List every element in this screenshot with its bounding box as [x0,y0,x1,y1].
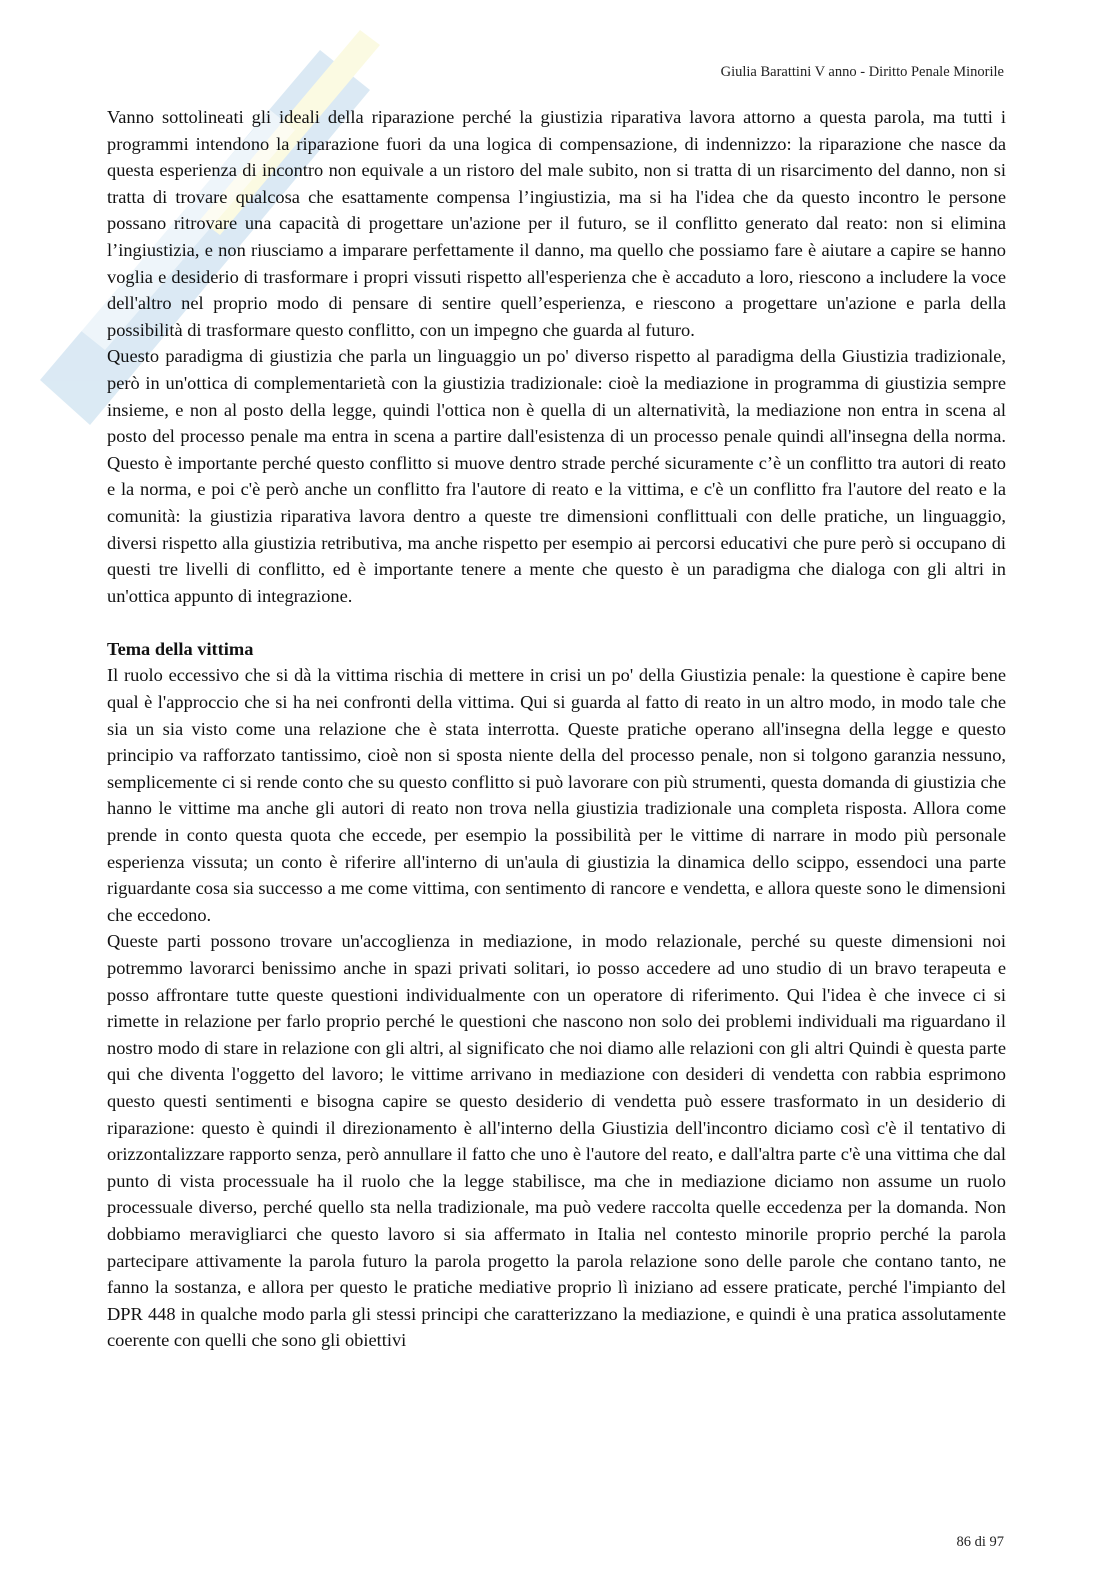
page-number: 86 di 97 [956,1534,1004,1550]
paragraph-spacer [107,609,1006,636]
page-header: Giulia Barattini V anno - Diritto Penale Minorile [720,64,1004,80]
paragraph-accoglienza-mediazione: Queste parti possono trovare un'accoglienza in mediazione, in modo relazionale, perché su queste dimensioni noi potremmo lavorarci benissimo anche in spazi privati solitari, io posso accedere ad uno studio di un bravo terapeuta e posso affrontare tutte queste questioni individualmente con un operatore di riferimento. Qui l'idea è che invece ci si rimette in relazione per farlo proprio perché le questioni che nascono non solo dei problemi individuali ma riguardano il nostro modo di stare in relazione con gli altri, al significato che noi diamo alle relazioni con gli altri Quindi è questa parte qui che diventa l'oggetto del lavoro; le vittime arrivano in mediazione con desideri di vendetta con rabbia esprimono questo questi sentimenti e bisogna capire se questo desiderio di vendetta può essere trasformato in un desiderio di riparazione: questo è quindi il direzionamento è all'interno della Giustizia dell'incontro diciamo così c'è il tentativo di orizzontalizzare rapporto senza, però annullare il fatto che uno è l'autore del reato, e dall'altra parte c'è una vittima che dal punto di vista processuale ha il ruolo che la legge stabilisce, ma che in mediazione diciamo non assume un ruolo processuale diverso, perché quello sta nella tradizionale, ma può vedere raccolta quelle eccedenza per la domanda. Non dobbiamo meravigliarci che questo lavoro si sia affermato in Italia nel contesto minorile proprio perché la parola partecipare attivamente la parola futuro la parola progetto la parola relazione sono delle parole che contano tanto, ne fanno la sostanza, e allora per questo le pratiche mediative proprio lì iniziano ad essere praticate, perché l'impianto del DPR 448 in qualche modo parla gli stessi principi che caratterizzano la mediazione, e quindi è una pratica assolutamente coerente con quelli che sono gli obiettivi [107,931,1006,1351]
paragraph-paradigma: Questo paradigma di giustizia che parla un linguaggio un po' diverso rispetto al paradigma della Giustizia tradizionale, però in un'ottica di complementarietà con la giustizia tradizionale: cioè la mediazione in programma di giustizia sempre insieme, e non al posto della legge, quindi l'ottica non è quella di un alternatività, la mediazione non entra in scena al posto del processo penale ma entra in scena a partire dall'esistenza di un processo penale quindi all'insegna della norma. Questo è importante perché questo conflitto si muove dentro strade perché sicuramente c’è un conflitto tra autori di reato e la norma, e poi c'è però anche un conflitto fra l'autore di reato e la vittima, e c'è un conflitto fra l'autore del reato e la comunità: la giustizia riparativa lavora dentro a queste tre dimensioni conflittuali con delle pratiche, un linguaggio, diversi rispetto alla giustizia retributiva, ma anche rispetto per esempio ai percorsi educativi che pure però si occupano di questi tre livelli di conflitto, ed è importante tenere a mente che questo è un paradigma che dialoga con gli altri in un'ottica appunto di integrazione. [107,346,1006,606]
document-body [107,104,1006,1354]
paragraph-riparazione: Vanno sottolineati gli ideali della riparazione perché la giustizia riparativa lavora attorno a questa parola, ma tutti i programmi intendono la riparazione fuori da una logica di compensazione, di indennizzo: la riparazione che nasce da questa esperienza di incontro non equivale a un ristoro del male subito, non si tratta di un risarcimento del danno, non si tratta di trovare qualcosa che esattamente compensa l’ingiustizia, ma si ha l'idea che da questo incontro le persone possano ritrovare una capacità di progettare un'azione per il futuro, se il conflitto generato dal reato: non si elimina l’ingiustizia, e non riusciamo a imparare perfettamente il danno, ma quello che possiamo fare è aiutare a capire se hanno voglia e desiderio di trasformare i propri vissuti rispetto all'esperienza che è accaduto a loro, riescono a includere la voce dell'altro nel proprio modo di pensare di sentire quell’esperienza, e riescono a progettare un'azione e parla della possibilità di trasformare questo conflitto, con un impegno che guarda al futuro. [107,107,1006,340]
section-heading-vittima: Tema della vittima [107,638,254,659]
paragraph-ruolo-vittima: Il ruolo eccessivo che si dà la vittima rischia di mettere in crisi un po' della Giustizia penale: la questione è capire bene qual è l'approccio che si ha nei confronti della vittima. Qui si guarda al fatto di reato in un altro modo, in modo tale che sia un sia visto come una relazione che è stata interrotta. Queste pratiche operano all'insegna della legge e questo principio va rafforzato tantissimo, cioè non si sposta niente della del processo penale, non si tolgono garanzia nessuno, semplicemente ci si rende conto che su questo conflitto si può lavorare con più strumenti, questa domanda di giustizia che hanno le vittime ma anche gli autori di reato non trova nella giustizia tradizionale una completa risposta. Allora come prende in conto questa quota che eccede, per esempio la possibilità per le vittime di narrare in modo più personale esperienza vissuta; un conto è riferire all'interno di un'aula di giustizia la dinamica dello scippo, essendoci una parte riguardante cosa sia successo a me come vittima, con sentimento di rancore e vendetta, e allora queste sono le dimensioni che eccedono. [107,665,1006,925]
